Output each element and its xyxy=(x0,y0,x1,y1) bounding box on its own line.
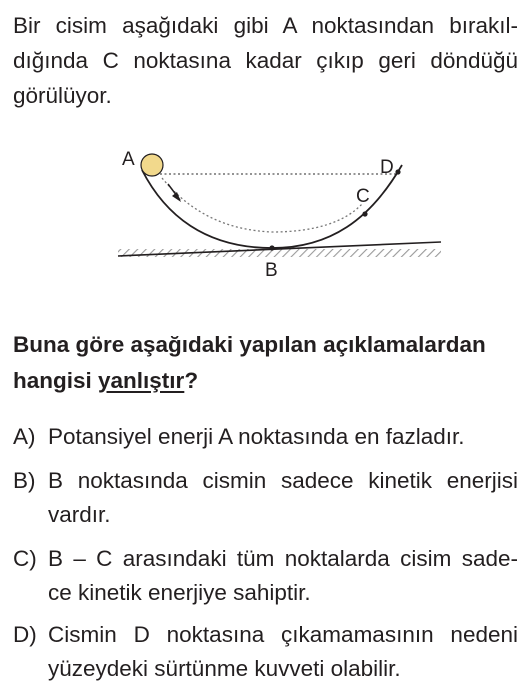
option-b-letter: B) xyxy=(13,468,36,493)
direction-arrowhead xyxy=(172,192,181,202)
motion-path xyxy=(162,178,362,232)
question-suffix: ? xyxy=(184,368,199,393)
point-c-dot xyxy=(362,211,367,216)
track-figure xyxy=(0,140,525,290)
ground-hatch xyxy=(118,249,441,257)
option-d-letter: D) xyxy=(13,622,37,647)
option-c-line-1: B – C arasındaki tüm noktalarda cisim sade- xyxy=(48,546,518,571)
option-d-text xyxy=(48,618,518,686)
label-c: C xyxy=(356,186,370,207)
option-a-letter: A) xyxy=(13,424,36,449)
label-b: B xyxy=(265,260,278,281)
option-d-line-1: Cismin D noktasına çıkamamasının nedeni xyxy=(48,622,518,647)
option-c-letter: C) xyxy=(13,546,37,571)
label-d: D xyxy=(380,157,394,178)
label-a: A xyxy=(122,149,135,170)
stem-line-3: görülüyor. xyxy=(13,83,112,108)
stem-line-2: dığında C noktasına kadar çıkıp geri döndüğü xyxy=(13,48,518,73)
point-b-dot xyxy=(269,245,274,250)
option-c-text xyxy=(48,542,518,610)
option-a-text xyxy=(48,420,518,454)
option-b-text xyxy=(48,464,518,532)
question-line-2 xyxy=(13,363,518,399)
stem-line-1: Bir cisim aşağıdaki gibi A noktasından bırakıl- xyxy=(13,13,518,38)
option-b-line-1: B noktasında cismin sadece kinetik enerjisi xyxy=(48,468,518,493)
option-a-line-1: Potansiyel enerji A noktasında en fazladır. xyxy=(48,424,465,449)
question-line-1: Buna göre aşağıdaki yapılan açıklamalardan xyxy=(13,332,486,357)
option-b-line-2: vardır. xyxy=(48,502,111,527)
question-prefix: hangisi xyxy=(13,368,99,393)
option-d-line-2: yüzeydeki sürtünme kuvveti olabilir. xyxy=(48,656,401,681)
point-d-dot xyxy=(395,169,400,174)
question-emphasis: yanlıştır xyxy=(98,368,185,393)
ball xyxy=(141,154,163,176)
option-c-line-2: ce kinetik enerjiye sahiptir. xyxy=(48,580,311,605)
question-stem xyxy=(13,8,518,113)
question-prompt xyxy=(13,327,518,399)
